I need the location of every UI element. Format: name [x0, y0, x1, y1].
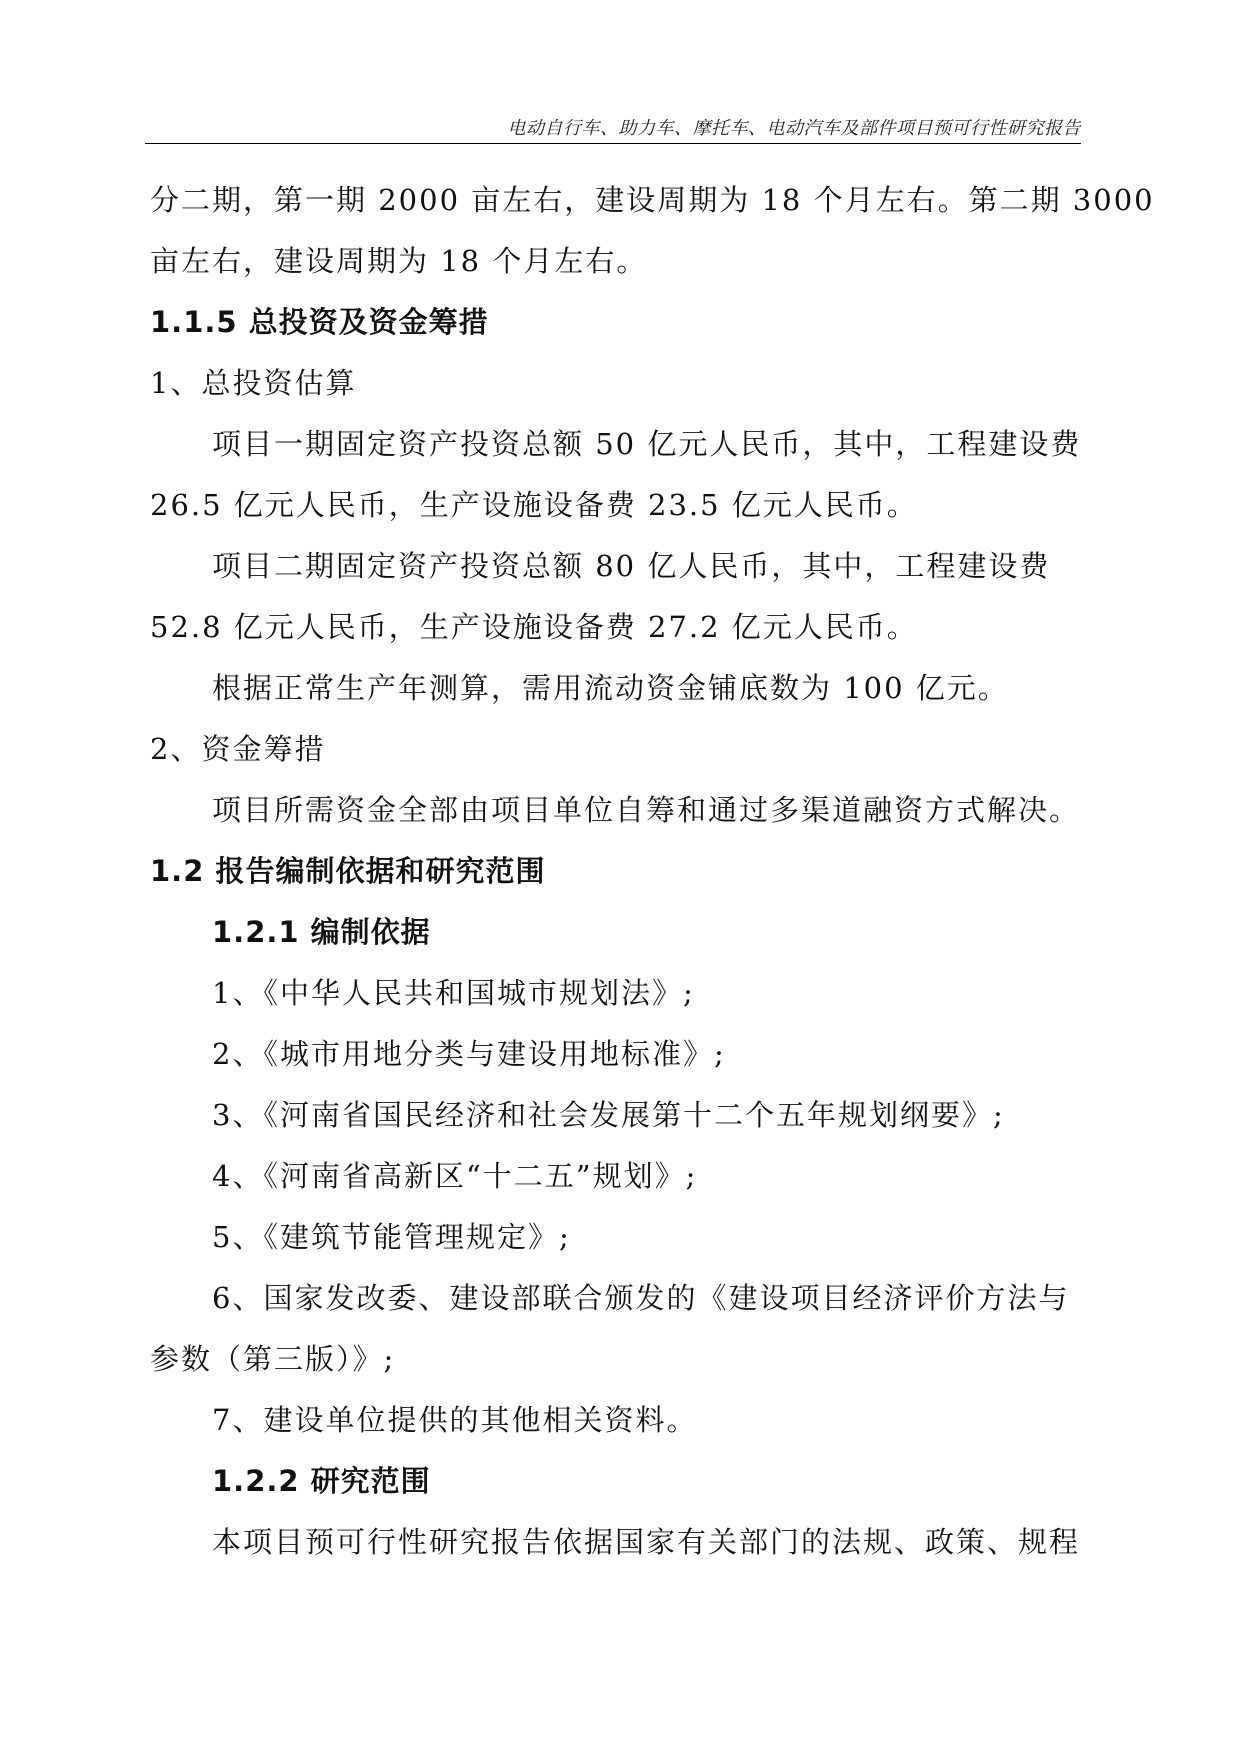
basis-list-item-continuation: 参数（第三版）》; [150, 1342, 396, 1376]
basis-list-item: 1、《中华人民共和国城市规划法》; [212, 976, 695, 1010]
basis-list-item: 3、《河南省国民经济和社会发展第十二个五年规划纲要》; [212, 1098, 1005, 1132]
paragraph-line: 项目一期固定资产投资总额 50 亿元人民币，其中，工程建设费 [212, 427, 1082, 461]
basis-list-item: 4、《河南省高新区“十二五”规划》; [212, 1159, 698, 1193]
paragraph-line: 本项目预可行性研究报告依据国家有关部门的法规、政策、规程 [212, 1525, 1081, 1559]
basis-list-item: 5、《建筑节能管理规定》; [212, 1220, 571, 1254]
list-item-heading: 2、资金筹措 [150, 732, 326, 766]
paragraph-line: 26.5 亿元人民币，生产设施设备费 23.5 亿元人民币。 [150, 488, 918, 522]
paragraph-line: 项目二期固定资产投资总额 80 亿人民币，其中，工程建设费 [212, 549, 1051, 583]
paragraph-line: 项目所需资金全部由项目单位自筹和通过多渠道融资方式解决。 [212, 793, 1081, 827]
list-item-heading: 1、总投资估算 [150, 366, 357, 400]
paragraph-line: 亩左右，建设周期为 18 个月左右。 [150, 244, 648, 278]
section-heading-1-2: 1.2 报告编制依据和研究范围 [150, 854, 546, 888]
paragraph-line: 根据正常生产年测算，需用流动资金铺底数为 100 亿元。 [212, 671, 1009, 705]
paragraph-line: 分二期，第一期 2000 亩左右，建设周期为 18 个月左右。第二期 3000 [150, 183, 1155, 217]
document-body [150, 170, 1155, 1573]
basis-list-item: 7、建设单位提供的其他相关资料。 [212, 1403, 698, 1437]
header-divider [145, 143, 1081, 144]
basis-list-item: 6、国家发改委、建设部联合颁发的《建设项目经济评价方法与 [212, 1281, 1070, 1315]
section-heading-1-1-5: 1.1.5 总投资及资金筹措 [150, 305, 489, 339]
running-header: 电动自行车、助力车、摩托车、电动汽车及部件项目预可行性研究报告 [507, 118, 1081, 139]
section-heading-1-2-1: 1.2.1 编制依据 [212, 915, 431, 949]
section-heading-1-2-2: 1.2.2 研究范围 [212, 1464, 431, 1498]
basis-list-item: 2、《城市用地分类与建设用地标准》; [212, 1037, 726, 1071]
paragraph-line: 52.8 亿元人民币，生产设施设备费 27.2 亿元人民币。 [150, 610, 918, 644]
